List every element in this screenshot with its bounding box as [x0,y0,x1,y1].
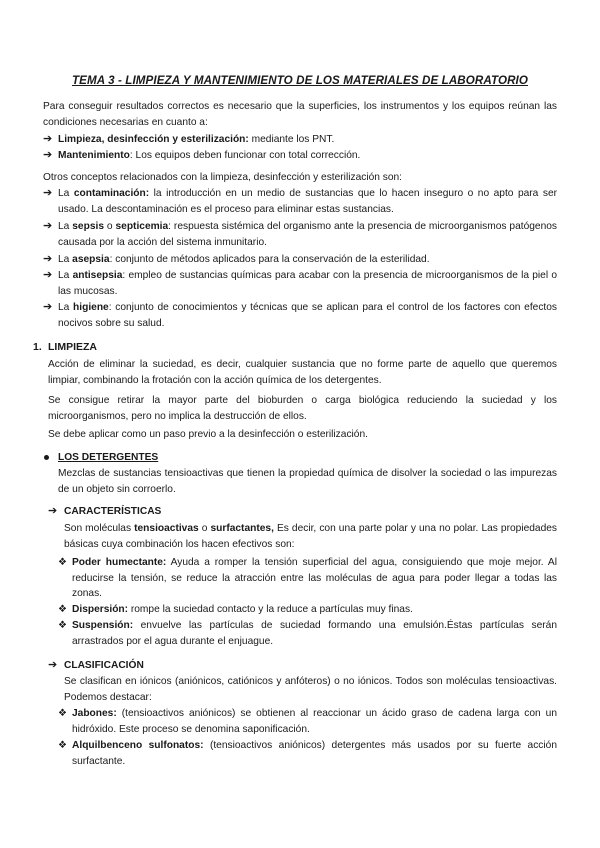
arrow-icon: ➔ [43,253,53,265]
arrow-icon: ➔ [43,301,53,313]
diamond-bullet-icon: ❖ [58,604,67,615]
bullet-dot [44,455,49,460]
section-paragraph: Se debe aplicar como un paso previo a la desinfección o esterilización. [48,429,368,440]
section-heading: LIMPIEZA [48,341,97,353]
arrow-icon: ➔ [43,220,53,232]
subheading-clasificacion: CLASIFICACIÓN [64,660,144,671]
concept-item: La asepsia: conjunto de métodos aplicados para la conservación de la esterilidad. [58,254,430,265]
arrow-icon: ➔ [48,659,58,671]
section-number: 1. [33,341,42,353]
property-item: Poder humectante: Ayuda a romper la tensión superficial del agua, consiguiendo que moje mejor. Al reducirse la tensión, se reduce la atracción entre las moléculas de agua para poder llegar a todas las zonas. [72,557,557,599]
classification-item: Jabones: (tensioactivos aniónicos) se obtienen al reaccionar un ácido graso de cadena larga con un hidróxido. Este proceso se denomina saponificación. [72,708,557,735]
clasificacion-intro: Se clasifican en iónicos (aniónicos, catiónicos y anfóteros) o no iónicos. Todos son moléculas tensioactivas. Podemos destacar: [64,676,557,703]
arrow-icon: ➔ [43,149,53,161]
subsection-heading: LOS DETERGENTES [58,452,159,463]
intro-item: Limpieza, desinfección y esterilización: mediante los PNT. [58,134,335,145]
intro-item: Mantenimiento: Los equipos deben funcionar con total corrección. [58,150,361,161]
diamond-bullet-icon: ❖ [58,557,67,568]
section-paragraph: Acción de eliminar la suciedad, es decir, cualquier sustancia que no forme parte de aquello que queremos limpiar, combinando la frotación con la acción química de los detergentes. [48,359,557,386]
arrow-icon: ➔ [43,133,53,145]
subsection-description: Mezclas de sustancias tensioactivas que tienen la propiedad química de disolver la sociedad o las impurezas de un objeto sin corroerlo. [58,468,557,495]
concept-item: La antisepsia: empleo de sustancias químicas para acabar con la presencia de microorganismos de la piel o las mucosas. [58,270,557,297]
property-item: Dispersión: rompe la suciedad contacto y la reduce a partículas muy finas. [72,604,413,615]
subheading-caracteristicas: CARACTERÍSTICAS [64,506,162,517]
concept-item: La higiene: conjunto de conocimientos y técnicas que se aplican para el control de los factores con efectos nocivos sobre su salud. [58,302,557,329]
intro-paragraph: Para conseguir resultados correctos es necesario que la superficies, los instrumentos y los equipos reúnan las condiciones necesarias en cuanto a: [43,101,557,128]
caracteristicas-intro: Son moléculas tensioactivas o surfactantes, Es decir, con una parte polar y una no polar. Las propiedades básicas cuya combinación los hacen efectivos son: [64,523,558,550]
arrow-icon: ➔ [43,187,53,199]
property-item: Suspensión: envuelve las partículas de suciedad formando una emulsión.Éstas partículas serán arrastrados por el agua durante el enjuague. [72,620,557,647]
arrow-icon: ➔ [43,269,53,281]
concept-item: La contaminación: la introducción en un medio de sustancias que lo hacen inseguro o no apto para ser usado. La descontaminación es el proceso para eliminar estas sustancias. [58,188,557,215]
diamond-bullet-icon: ❖ [58,740,67,751]
arrow-icon: ➔ [48,505,58,517]
concept-item: La sepsis o septicemia: respuesta sistémica del organismo ante la presencia de microorganismos patógenos causada por la acción del sistema inmunitario. [58,221,557,248]
others-intro: Otros conceptos relacionados con la limpieza, desinfección y esterilización son: [43,172,403,183]
diamond-bullet-icon: ❖ [58,620,67,631]
classification-item: Alquilbenceno sulfonatos: (tensioactivos aniónicos) detergentes más usados por su fuerte acción surfactante. [72,740,557,767]
diamond-bullet-icon: ❖ [58,708,67,719]
section-paragraph: Se consigue retirar la mayor parte del bioburden o carga biológica reduciendo la suciedad y los microorganismos, pero no implica la destrucción de ellos. [48,395,557,422]
page-title: TEMA 3 - LIMPIEZA Y MANTENIMIENTO DE LOS MATERIALES DE LABORATORIO [72,74,528,87]
